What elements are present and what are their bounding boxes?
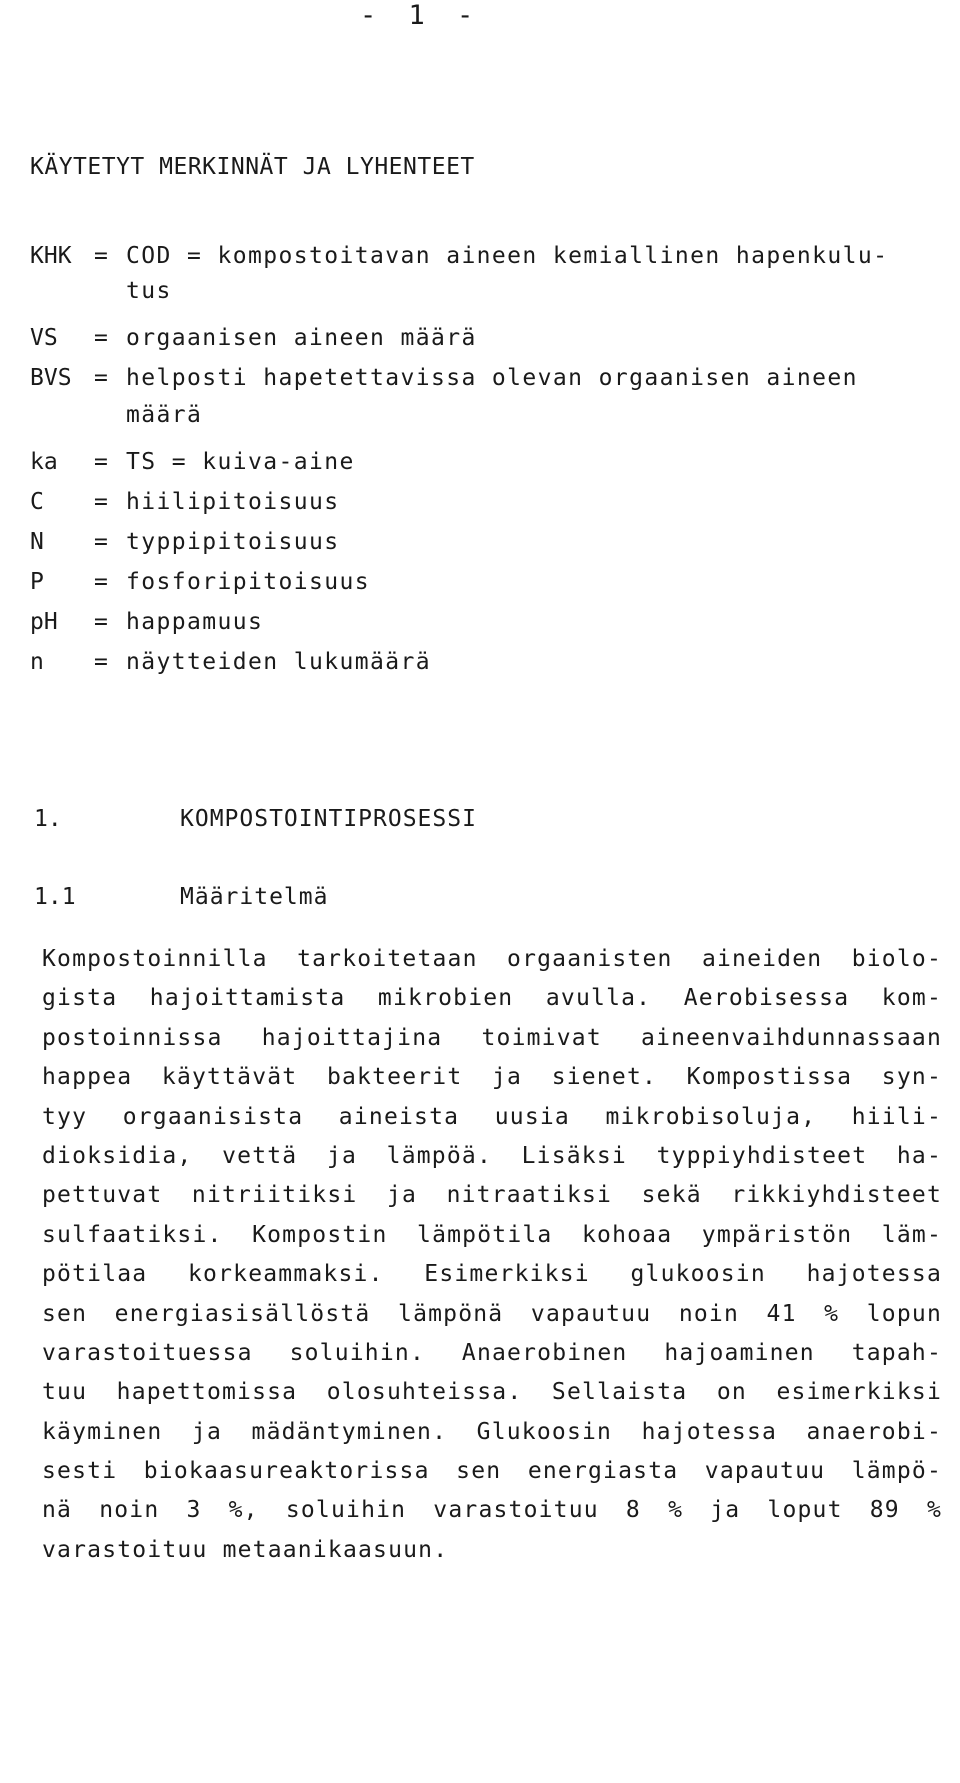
abbreviation-key: BVS xyxy=(30,365,72,391)
page-number: - 1 - xyxy=(360,0,482,31)
abbreviation-definition: näytteiden lukumäärä xyxy=(126,649,431,675)
paragraph-line: sulfaatiksi. Kompostin lämpötila kohoaa ympäristön läm- xyxy=(42,1221,942,1248)
equals-sign: = xyxy=(94,649,108,675)
abbreviation-definition: helposti hapetettavissa olevan orgaanisen aineen xyxy=(126,365,858,391)
abbreviation-key: P xyxy=(30,569,44,595)
abbreviation-key: C xyxy=(30,489,44,515)
definition-paragraph xyxy=(42,940,942,1570)
paragraph-line: varastoituu metaanikaasuun. xyxy=(42,1536,449,1563)
abbreviation-key: n xyxy=(30,649,44,675)
abbreviation-definition: happamuus xyxy=(126,609,264,635)
paragraph-line: tyy orgaanisista aineista uusia mikrobisoluja, hiili- xyxy=(42,1103,942,1130)
abbreviation-definition: fosforipitoisuus xyxy=(126,569,370,595)
equals-sign: = xyxy=(94,609,108,635)
paragraph-line: käyminen ja mädäntyminen. Glukoosin hajotessa anaerobi- xyxy=(42,1418,942,1445)
paragraph-line: tuu hapettomissa olosuhteissa. Sellaista on esimerkiksi xyxy=(42,1379,942,1406)
abbreviation-key: ka xyxy=(30,449,58,475)
abbreviation-definition-continuation: määrä xyxy=(126,402,203,428)
equals-sign: = xyxy=(94,449,108,475)
paragraph-line: nä noin 3 %, soluihin varastoituu 8 % ja loput 89 % xyxy=(42,1497,942,1524)
paragraph-line: dioksidia, vettä ja lämpöä. Lisäksi typpiyhdisteet ha- xyxy=(42,1142,942,1169)
abbreviation-definition: hiilipitoisuus xyxy=(126,489,340,515)
section-1-1-number: 1.1 xyxy=(34,884,76,910)
equals-sign: = xyxy=(94,243,108,269)
paragraph-line: gista hajoittamista mikrobien avulla. Aerobisessa kom- xyxy=(42,985,942,1012)
equals-sign: = xyxy=(94,325,108,351)
abbreviation-definition: COD = kompostoitavan aineen kemiallinen hapenkulu- xyxy=(126,243,889,269)
abbreviation-key: VS xyxy=(30,325,58,351)
equals-sign: = xyxy=(94,365,108,391)
section-1-1-title: Määritelmä xyxy=(180,884,329,910)
section-1-number: 1. xyxy=(34,806,62,832)
paragraph-line: postoinnissa hajoittajina toimivat aineenvaihdunnassaan xyxy=(42,1024,942,1051)
paragraph-line: sesti biokaasureaktorissa sen energiasta vapautuu lämpö- xyxy=(42,1458,942,1485)
paragraph-line: happea käyttävät bakteerit ja sienet. Kompostissa syn- xyxy=(42,1064,942,1091)
paragraph-line: sen energiasisällöstä lämpönä vapautuu noin 41 % lopun xyxy=(42,1300,942,1327)
paragraph-line: pettuvat nitriitiksi ja nitraatiksi sekä rikkiyhdisteet xyxy=(42,1182,942,1209)
abbreviation-definition-continuation: tus xyxy=(126,278,172,304)
abbreviation-key: pH xyxy=(30,609,58,635)
paragraph-line: pötilaa korkeammaksi. Esimerkiksi glukoosin hajotessa xyxy=(42,1261,942,1288)
abbreviation-key: KHK xyxy=(30,243,72,269)
abbreviation-definition: TS = kuiva-aine xyxy=(126,449,355,475)
equals-sign: = xyxy=(94,489,108,515)
paragraph-line: varastoituessa soluihin. Anaerobinen hajoaminen tapah- xyxy=(42,1339,942,1366)
paragraph-line: Kompostoinnilla tarkoitetaan orgaanisten aineiden biolo- xyxy=(42,946,942,972)
abbreviations-heading: KÄYTETYT MERKINNÄT JA LYHENTEET xyxy=(30,154,475,180)
abbreviation-key: N xyxy=(30,529,44,555)
abbreviation-definition: orgaanisen aineen määrä xyxy=(126,325,477,351)
equals-sign: = xyxy=(94,569,108,595)
section-1-title: KOMPOSTOINTIPROSESSI xyxy=(180,806,477,832)
abbreviation-definition: typpipitoisuus xyxy=(126,529,340,555)
equals-sign: = xyxy=(94,529,108,555)
